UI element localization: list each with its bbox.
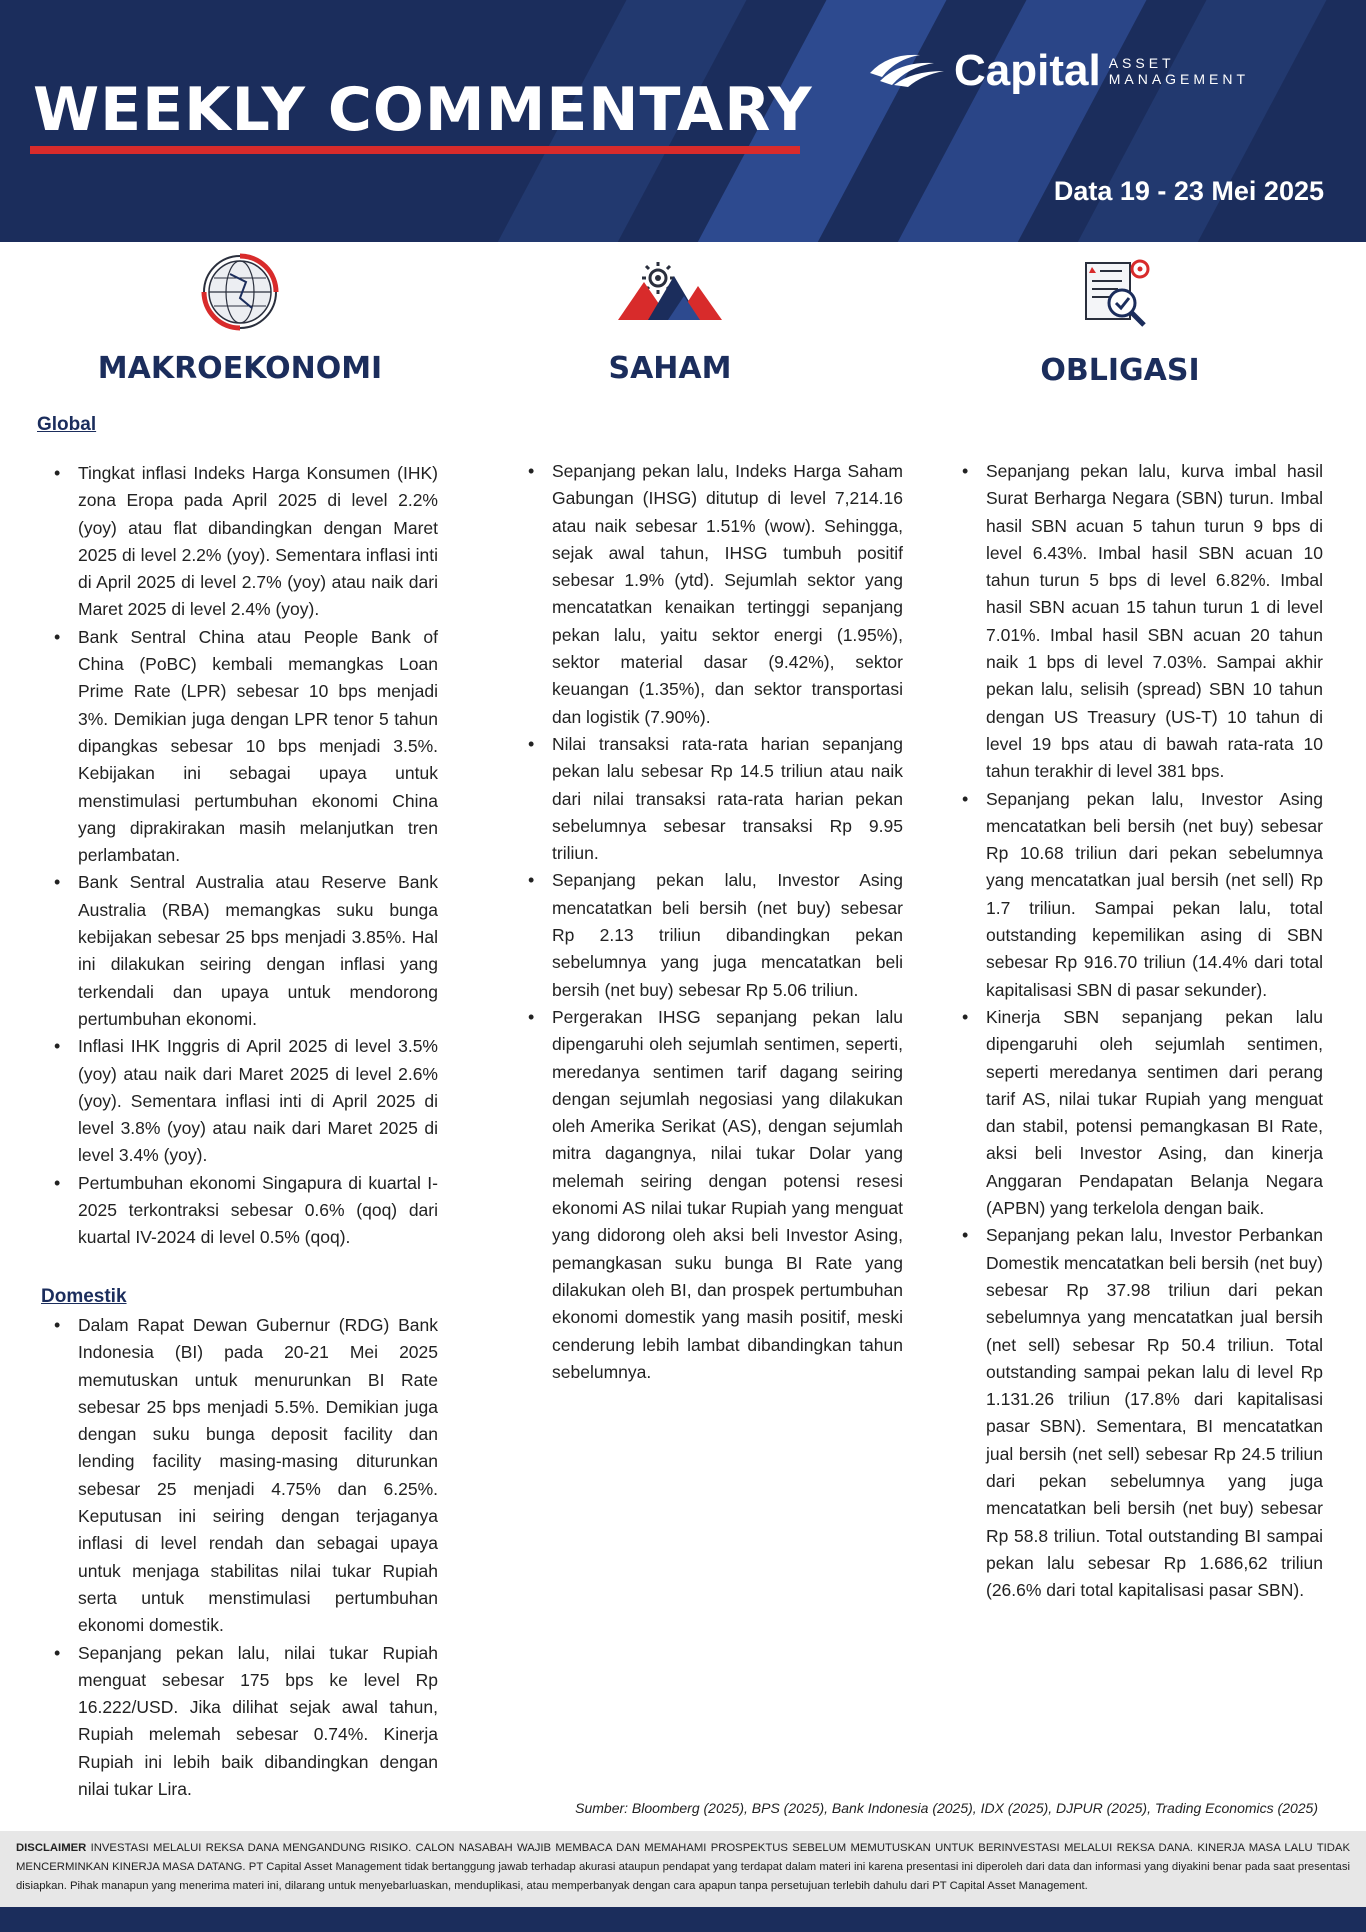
list-item: • Bank Sentral China atau People Bank of China (PoBC) kembali memangkas Loan Prime Rate (LPR) sebesar 10 bps menjadi 3%. Demikian juga dengan LPR tenor 5 tahun dipangkas sebesar 10 bps menjadi 3.5%. Kebijakan ini sebagai upaya untuk menstimulasi pertumbuhan ekonomi China yang diprakirakan masih melanjutkan tren perlambatan. [38,624,438,870]
globe-icon [200,252,280,337]
global-bullet-list [38,460,438,1252]
list-item: • Bank Sentral Australia atau Reserve Bank Australia (RBA) memangkas suku bunga kebijakan sebesar 25 bps menjadi 3.85%. Hal ini dilakukan seiring dengan inflasi yang terkendali dan upaya untuk mendorong pertumbuhan ekonomi. [38,869,438,1033]
heading-makroekonomi: MAKROEKONOMI [97,351,383,386]
list-item: • Tingkat inflasi Indeks Harga Konsumen (IHK) zona Eropa pada April 2025 di level 2.2% (yoy) atau flat dibandingkan dengan Maret 2025 di level 2.2% (yoy). Sementara inflasi inti di April 2025 di level 2.7% (yoy) atau naik dari Maret 2025 di level 2.4% (yoy). [38,460,438,624]
list-item: • Sepanjang pekan lalu, Indeks Harga Saham Gabungan (IHSG) ditutup di level 7,214.16 atau naik sebesar 1.51% (wow). Sehingga, sejak awal tahun, IHSG tumbuh positif sebesar 1.9% (ytd). Sejumlah sektor yang mencatatkan kenaikan tertinggi sepanjang pekan lalu, yaitu sektor energi (1.95%), sektor material dasar (9.42%), sektor keuangan (1.35%), dan sektor transportasi dan logistik (7.90%). [512,458,903,731]
list-item: • Pertumbuhan ekonomi Singapura di kuartal I-2025 terkontraksi sebesar 0.6% (qoq) dari kuartal IV-2024 di level 0.5% (qoq). [38,1170,438,1252]
list-item: • Dalam Rapat Dewan Gubernur (RDG) Bank Indonesia (BI) pada 20-21 Mei 2025 memutuskan untuk menurunkan BI Rate sebesar 25 bps menjadi 5.5%. Demikian juga dengan suku bunga deposit facility dan lending facility masing-masing diturunkan sebesar 25 menjadi 4.75% dan 6.25%. Keputusan ini seiring dengan terjaganya inflasi di level rendah dan sebagai upaya untuk menjaga stabilitas nilai tukar Rupiah serta untuk menstimulasi pertumbuhan ekonomi domestik. [38,1312,438,1640]
list-item: • Sepanjang pekan lalu, Investor Asing mencatatkan beli bersih (net buy) sebesar Rp 10.68 triliun dari pekan sebelumnya yang mencatatkan jual bersih (net sell) Rp 1.7 triliun. Sampai pekan lalu, total outstanding kepemilikan asing di SBN sebesar Rp 916.70 triliun (14.4% dari total kapitalisasi SBN di pasar sekunder). [946,786,1323,1004]
disclaimer-body: INVESTASI MELALUI REKSA DANA MENGANDUNG RISIKO. CALON NASABAH WAJIB MEMBACA DAN MEMAHAMI PROSPEKTUS SEBELUM MEMUTUSKAN UNTUK BERINVESTASI MELALUI REKSA DANA. KINERJA MASA LALU TIDAK MENCERMINKAN KINERJA MASA DATANG. PT Capital Asset Management tidak bertanggung jawab terhadap akurasi ataupun pendapat yang terdapat dalam materi ini karena presentasi ini diperoleh dari data dan informasi yang diyakini benar pada saat presentasi disiapkan. Pihak manapun yang menerima materi ini, dilarang untuk menyebarluaskan, menduplikasi, atau memperbanyak dengan cara apapun tanpa persetujuan terlebih dahulu dari PT Capital Asset Management. [16,1842,1351,1892]
brand-name: Capital [954,46,1101,95]
saham-bullet-list [512,458,903,1386]
brand-sub-line-1: ASSET [1108,55,1175,71]
subheading-global: Global [37,414,97,435]
footer-bar [0,1907,1366,1932]
list-item: • Sepanjang pekan lalu, nilai tukar Rupiah menguat sebesar 175 bps ke level Rp 16.222/USD. Jika dilihat sejak awal tahun, Rupiah melemah sebesar 0.74%. Kinerja Rupiah ini lebih baik dibandingkan dengan nilai tukar Lira. [38,1640,438,1804]
list-item: • Pergerakan IHSG sepanjang pekan lalu dipengaruhi oleh sejumlah sentimen, seperti, meredanya sentimen tarif dagang seiring dengan sejumlah negosiasi yang dilakukan oleh Amerika Serikat (AS), dengan sejumlah mitra dagangnya, nilai tukar Dolar yang melemah seiring dengan potensi resesi ekonomi AS nilai tukar Rupiah yang menguat yang didorong oleh aksi beli Investor Asing, pemangkasan suku bunga BI Rate yang dilakukan oleh BI, dan prospek pertumbuhan ekonomi domestik yang masih positif, meski cenderung lebih lambat dibandingkan tahun sebelumnya. [512,1004,903,1386]
heading-saham: SAHAM [608,351,732,386]
mountain-gear-icon [618,258,722,327]
list-item: • Kinerja SBN sepanjang pekan lalu dipengaruhi oleh sejumlah sentimen, seperti meredanya sentimen dari perang tarif AS, nilai tukar Rupiah yang menguat dan stabil, potensi pemangkasan BI Rate, aksi beli Investor Asing, dan kinerja Anggaran Pendapatan Belanja Negara (APBN) yang terkelola dengan baik. [946,1004,1323,1222]
document-magnifier-icon [1078,255,1158,340]
brand-subtitle [1109,55,1249,87]
capital-logo-icon [868,51,946,92]
domestik-bullet-list [38,1312,438,1803]
report-date: Data 19 - 23 Mei 2025 [1053,176,1324,206]
list-item: • Sepanjang pekan lalu, Investor Asing mencatatkan beli bersih (net buy) sebesar Rp 2.13 triliun dibandingkan pekan sebelumnya yang juga mencatatkan beli bersih (net buy) sebesar Rp 5.06 triliun. [512,867,903,1003]
page-title: WEEKLY COMMENTARY [33,75,813,145]
list-item: • Sepanjang pekan lalu, kurva imbal hasil Surat Berharga Negara (SBN) turun. Imbal hasil SBN acuan 5 tahun turun 9 bps di level 6.43%. Imbal hasil SBN acuan 10 tahun turun 5 bps di level 6.82%. Imbal hasil SBN acuan 15 tahun turun 1 di level 7.01%. Imbal hasil SBN acuan 20 tahun naik 1 bps di level 7.03%. Sampai akhir pekan lalu, selisih (spread) SBN 10 tahun dengan US Treasury (US-T) 10 tahun di level 19 bps atau di bawah rata-rata 10 tahun terakhir di level 381 bps. [946,458,1323,786]
list-item: • Nilai transaksi rata-rata harian sepanjang pekan lalu sebesar Rp 14.5 triliun atau naik dari nilai transaksi rata-rata harian pekan sebelumnya sebesar transaksi Rp 9.95 triliun. [512,731,903,867]
disclaimer-text [16,1839,1350,1896]
source-note: Sumber: Bloomberg (2025), BPS (2025), Bank Indonesia (2025), IDX (2025), DJPUR (2025), Trading Economics (2025) [575,1800,1318,1816]
list-item: • Inflasi IHK Inggris di April 2025 di level 3.5% (yoy) atau naik dari Maret 2025 di level 2.6% (yoy). Sementara inflasi inti di April 2025 di level 3.8% (yoy) atau naik dari Maret 2025 di level 3.4% (yoy). [38,1033,438,1169]
heading-obligasi: OBLIGASI [1040,353,1200,388]
list-item: • Sepanjang pekan lalu, Investor Perbankan Domestik mencatatkan beli bersih (net buy) sebesar Rp 37.98 triliun dari pekan sebelumnya yang mencatatkan jual bersih (net sell) sebesar Rp 50.4 triliun. Total outstanding sampai pekan lalu di level Rp 1.131.26 triliun (17.8% dari kapitalisasi pasar SBN). Sementara, BI mencatatkan jual bersih (net sell) sebesar Rp 24.5 triliun dari pekan sebelumnya yang juga mencatatkan beli bersih (net buy) sebesar Rp 58.8 triliun. Total outstanding BI sampai pekan lalu sebesar Rp 1.686,62 triliun (26.6% dari total kapitalisasi pasar SBN). [946,1222,1323,1604]
header-banner [0,0,1366,242]
title-underline [30,146,800,154]
subheading-domestik: Domestik [41,1286,127,1307]
disclaimer-label: DISCLAIMER [16,1842,87,1854]
obligasi-bullet-list [946,458,1323,1604]
brand-logo [868,46,1249,96]
brand-sub-line-2: MANAGEMENT [1108,71,1250,87]
